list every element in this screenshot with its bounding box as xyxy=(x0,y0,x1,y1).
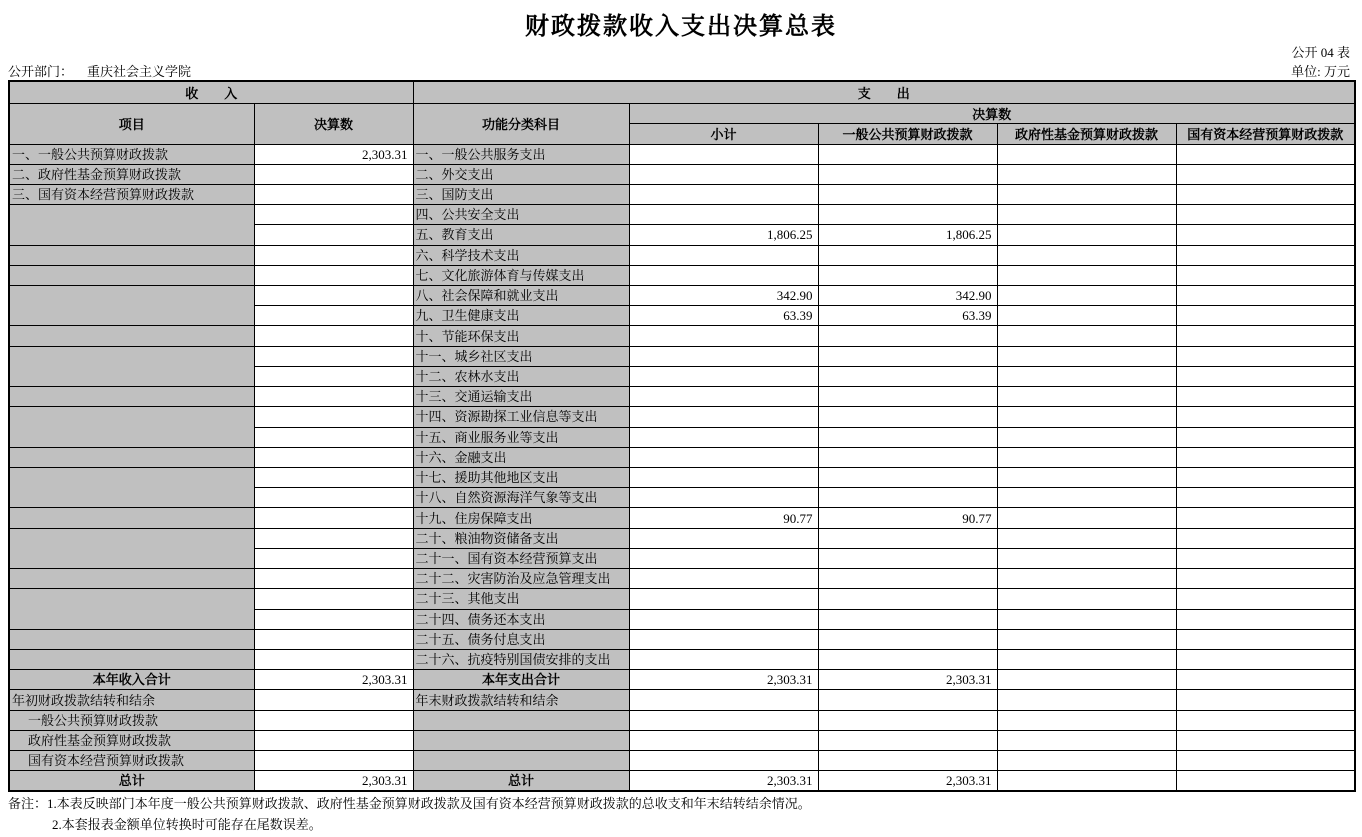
general-budget-amount-cell xyxy=(818,690,997,710)
general-budget-amount-cell xyxy=(818,265,997,285)
income-amount-cell xyxy=(254,346,413,366)
expenditure-item-cell: 八、社会保障和就业支出 xyxy=(413,286,629,306)
general-budget-amount-cell xyxy=(818,609,997,629)
general-budget-amount-cell xyxy=(818,164,997,184)
col-header-state-capital-budget: 国有资本经营预算财政拨款 xyxy=(1176,123,1355,144)
expenditure-item-cell: 二十四、债务还本支出 xyxy=(413,609,629,629)
income-item-cell xyxy=(9,205,254,245)
income-amount-cell: 2,303.31 xyxy=(254,144,413,164)
table-row xyxy=(9,447,1355,467)
income-item-cell xyxy=(9,286,254,326)
subtotal-amount-cell xyxy=(629,730,818,750)
subtotal-amount-cell xyxy=(629,205,818,225)
subtotal-amount-cell xyxy=(629,629,818,649)
gov-fund-amount-cell xyxy=(997,245,1176,265)
table-row xyxy=(9,184,1355,204)
subtotal-amount-cell xyxy=(629,710,818,730)
subtotal-amount-cell xyxy=(629,751,818,771)
state-capital-amount-cell xyxy=(1176,387,1355,407)
gov-fund-amount-cell xyxy=(997,508,1176,528)
table-row xyxy=(9,144,1355,164)
expenditure-item-cell: 二十一、国有资本经营预算支出 xyxy=(413,548,629,568)
income-summary-label-cell: 一般公共预算财政拨款 xyxy=(9,710,254,730)
subtotal-amount-cell xyxy=(629,528,818,548)
general-budget-amount-cell xyxy=(818,387,997,407)
gov-fund-amount-cell xyxy=(997,427,1176,447)
gov-fund-amount-cell xyxy=(997,649,1176,669)
income-item-cell xyxy=(9,569,254,589)
state-capital-amount-cell xyxy=(1176,225,1355,245)
income-summary-amount-cell: 2,303.31 xyxy=(254,771,413,792)
gov-fund-amount-cell xyxy=(997,569,1176,589)
state-capital-amount-cell xyxy=(1176,366,1355,386)
col-header-expenditure-final-amount: 决算数 xyxy=(629,103,1355,123)
income-summary-label-cell: 年初财政拨款结转和结余 xyxy=(9,690,254,710)
expenditure-item-cell: 十六、金融支出 xyxy=(413,447,629,467)
expenditure-item-cell: 二十六、抗疫特别国债安排的支出 xyxy=(413,649,629,669)
income-item-cell: 二、政府性基金预算财政拨款 xyxy=(9,164,254,184)
table-row xyxy=(9,286,1355,306)
col-header-gov-fund-budget: 政府性基金预算财政拨款 xyxy=(997,123,1176,144)
subtotal-amount-cell xyxy=(629,649,818,669)
gov-fund-amount-cell xyxy=(997,548,1176,568)
income-amount-cell xyxy=(254,184,413,204)
table-row xyxy=(9,589,1355,609)
section-header-row xyxy=(9,81,1355,103)
state-capital-amount-cell xyxy=(1176,508,1355,528)
table-row xyxy=(9,164,1355,184)
state-capital-amount-cell xyxy=(1176,528,1355,548)
general-budget-amount-cell xyxy=(818,468,997,488)
subtotal-amount-cell xyxy=(629,569,818,589)
col-header-item: 项目 xyxy=(9,103,254,144)
expenditure-item-cell: 十、节能环保支出 xyxy=(413,326,629,346)
income-amount-cell xyxy=(254,548,413,568)
income-item-cell: 三、国有资本经营预算财政拨款 xyxy=(9,184,254,204)
table-row xyxy=(9,326,1355,346)
general-budget-amount-cell xyxy=(818,730,997,750)
budget-table xyxy=(8,80,1356,792)
income-amount-cell xyxy=(254,366,413,386)
income-amount-cell xyxy=(254,245,413,265)
state-capital-amount-cell xyxy=(1176,569,1355,589)
income-item-cell xyxy=(9,326,254,346)
subtotal-amount-cell: 1,806.25 xyxy=(629,225,818,245)
income-amount-cell xyxy=(254,468,413,488)
income-item-cell xyxy=(9,508,254,528)
gov-fund-amount-cell xyxy=(997,488,1176,508)
expenditure-summary-label-cell: 年末财政拨款结转和结余 xyxy=(413,690,629,710)
state-capital-amount-cell xyxy=(1176,427,1355,447)
state-capital-amount-cell xyxy=(1176,670,1355,690)
income-amount-cell xyxy=(254,649,413,669)
income-amount-cell xyxy=(254,427,413,447)
expenditure-section-header: 支 出 xyxy=(413,81,1355,103)
income-summary-amount-cell xyxy=(254,730,413,750)
table-row xyxy=(9,569,1355,589)
income-amount-cell xyxy=(254,609,413,629)
department-line xyxy=(8,61,191,80)
state-capital-amount-cell xyxy=(1176,548,1355,568)
expenditure-item-cell: 十七、援助其他地区支出 xyxy=(413,468,629,488)
col-header-final-amount: 决算数 xyxy=(254,103,413,144)
general-budget-amount-cell xyxy=(818,751,997,771)
summary-row xyxy=(9,690,1355,710)
general-budget-amount-cell xyxy=(818,548,997,568)
col-header-subtotal: 小计 xyxy=(629,123,818,144)
general-budget-amount-cell xyxy=(818,488,997,508)
subtotal-amount-cell: 2,303.31 xyxy=(629,670,818,690)
state-capital-amount-cell xyxy=(1176,710,1355,730)
gov-fund-amount-cell xyxy=(997,710,1176,730)
subtotal-amount-cell xyxy=(629,164,818,184)
state-capital-amount-cell xyxy=(1176,751,1355,771)
sheet-number: 公开 04 表 xyxy=(1291,45,1350,60)
general-budget-amount-cell xyxy=(818,589,997,609)
subtotal-amount-cell xyxy=(629,326,818,346)
expenditure-item-cell: 一、一般公共服务支出 xyxy=(413,144,629,164)
subtotal-amount-cell xyxy=(629,366,818,386)
gov-fund-amount-cell xyxy=(997,730,1176,750)
table-row xyxy=(9,346,1355,366)
state-capital-amount-cell xyxy=(1176,286,1355,306)
general-budget-amount-cell xyxy=(818,407,997,427)
general-budget-amount-cell: 1,806.25 xyxy=(818,225,997,245)
subtotal-amount-cell: 90.77 xyxy=(629,508,818,528)
footnote-line-2: 2.本套报表金额单位转换时可能存在尾数误差。 xyxy=(52,817,322,832)
gov-fund-amount-cell xyxy=(997,346,1176,366)
income-item-cell xyxy=(9,528,254,568)
gov-fund-amount-cell xyxy=(997,751,1176,771)
income-amount-cell xyxy=(254,225,413,245)
summary-row xyxy=(9,751,1355,771)
department-label: 公开部门： xyxy=(8,64,74,79)
income-item-cell xyxy=(9,589,254,629)
income-summary-amount-cell xyxy=(254,690,413,710)
income-item-cell xyxy=(9,649,254,669)
table-row xyxy=(9,387,1355,407)
general-budget-amount-cell: 2,303.31 xyxy=(818,670,997,690)
gov-fund-amount-cell xyxy=(997,609,1176,629)
expenditure-item-cell: 二十五、债务付息支出 xyxy=(413,629,629,649)
subtotal-amount-cell xyxy=(629,184,818,204)
table-row xyxy=(9,629,1355,649)
income-summary-label-cell: 总计 xyxy=(9,771,254,792)
income-item-cell xyxy=(9,407,254,447)
income-item-cell xyxy=(9,265,254,285)
income-amount-cell xyxy=(254,286,413,306)
general-budget-amount-cell xyxy=(818,205,997,225)
general-budget-amount-cell xyxy=(818,710,997,730)
income-section-header: 收 入 xyxy=(9,81,413,103)
gov-fund-amount-cell xyxy=(997,184,1176,204)
expenditure-item-cell: 二十二、灾害防治及应急管理支出 xyxy=(413,569,629,589)
income-item-cell: 一、一般公共预算财政拨款 xyxy=(9,144,254,164)
general-budget-amount-cell xyxy=(818,184,997,204)
general-budget-amount-cell: 63.39 xyxy=(818,306,997,326)
income-summary-amount-cell xyxy=(254,751,413,771)
expenditure-item-cell: 九、卫生健康支出 xyxy=(413,306,629,326)
gov-fund-amount-cell xyxy=(997,306,1176,326)
state-capital-amount-cell xyxy=(1176,346,1355,366)
expenditure-item-cell: 十八、自然资源海洋气象等支出 xyxy=(413,488,629,508)
gov-fund-amount-cell xyxy=(997,407,1176,427)
page-title: 财政拨款收入支出决算总表 xyxy=(525,13,837,40)
table-row xyxy=(9,245,1355,265)
income-summary-label-cell: 本年收入合计 xyxy=(9,670,254,690)
gov-fund-amount-cell xyxy=(997,326,1176,346)
summary-row xyxy=(9,670,1355,690)
state-capital-amount-cell xyxy=(1176,144,1355,164)
expenditure-item-cell: 五、教育支出 xyxy=(413,225,629,245)
subtotal-amount-cell xyxy=(629,387,818,407)
subtotal-amount-cell xyxy=(629,144,818,164)
table-row xyxy=(9,265,1355,285)
summary-row xyxy=(9,710,1355,730)
table-row xyxy=(9,508,1355,528)
col-header-function-category: 功能分类科目 xyxy=(413,103,629,144)
income-amount-cell xyxy=(254,508,413,528)
expenditure-summary-label-cell: 本年支出合计 xyxy=(413,670,629,690)
gov-fund-amount-cell xyxy=(997,366,1176,386)
subtotal-amount-cell xyxy=(629,468,818,488)
income-amount-cell xyxy=(254,306,413,326)
subtotal-amount-cell xyxy=(629,427,818,447)
state-capital-amount-cell xyxy=(1176,164,1355,184)
table-row xyxy=(9,407,1355,427)
gov-fund-amount-cell xyxy=(997,205,1176,225)
expenditure-item-cell: 三、国防支出 xyxy=(413,184,629,204)
state-capital-amount-cell xyxy=(1176,306,1355,326)
general-budget-amount-cell xyxy=(818,346,997,366)
income-amount-cell xyxy=(254,205,413,225)
state-capital-amount-cell xyxy=(1176,730,1355,750)
income-summary-label-cell: 政府性基金预算财政拨款 xyxy=(9,730,254,750)
expenditure-item-cell: 十四、资源勘探工业信息等支出 xyxy=(413,407,629,427)
summary-row xyxy=(9,771,1355,792)
subtotal-amount-cell: 2,303.31 xyxy=(629,771,818,792)
state-capital-amount-cell xyxy=(1176,205,1355,225)
table-row xyxy=(9,528,1355,548)
income-item-cell xyxy=(9,468,254,508)
state-capital-amount-cell xyxy=(1176,690,1355,710)
general-budget-amount-cell xyxy=(818,366,997,386)
state-capital-amount-cell xyxy=(1176,245,1355,265)
expenditure-item-cell: 七、文化旅游体育与传媒支出 xyxy=(413,265,629,285)
subtotal-amount-cell xyxy=(629,407,818,427)
footnotes xyxy=(8,793,811,835)
income-summary-amount-cell: 2,303.31 xyxy=(254,670,413,690)
table-body xyxy=(9,144,1355,791)
income-amount-cell xyxy=(254,387,413,407)
income-amount-cell xyxy=(254,407,413,427)
subtotal-amount-cell xyxy=(629,690,818,710)
income-summary-label-cell: 国有资本经营预算财政拨款 xyxy=(9,751,254,771)
subtotal-amount-cell xyxy=(629,548,818,568)
gov-fund-amount-cell xyxy=(997,670,1176,690)
state-capital-amount-cell xyxy=(1176,771,1355,792)
expenditure-item-cell: 十九、住房保障支出 xyxy=(413,508,629,528)
income-amount-cell xyxy=(254,447,413,467)
income-amount-cell xyxy=(254,265,413,285)
state-capital-amount-cell xyxy=(1176,629,1355,649)
gov-fund-amount-cell xyxy=(997,164,1176,184)
gov-fund-amount-cell xyxy=(997,771,1176,792)
gov-fund-amount-cell xyxy=(997,225,1176,245)
expenditure-item-cell: 十一、城乡社区支出 xyxy=(413,346,629,366)
general-budget-amount-cell xyxy=(818,629,997,649)
income-amount-cell xyxy=(254,326,413,346)
general-budget-amount-cell xyxy=(818,649,997,669)
gov-fund-amount-cell xyxy=(997,387,1176,407)
gov-fund-amount-cell xyxy=(997,286,1176,306)
expenditure-item-cell: 二十三、其他支出 xyxy=(413,589,629,609)
state-capital-amount-cell xyxy=(1176,265,1355,285)
income-item-cell xyxy=(9,447,254,467)
department-name: 重庆社会主义学院 xyxy=(87,64,192,79)
income-amount-cell xyxy=(254,528,413,548)
subtotal-amount-cell: 63.39 xyxy=(629,306,818,326)
state-capital-amount-cell xyxy=(1176,609,1355,629)
general-budget-amount-cell: 90.77 xyxy=(818,508,997,528)
subtotal-amount-cell xyxy=(629,447,818,467)
expenditure-item-cell: 十二、农林水支出 xyxy=(413,366,629,386)
expenditure-item-cell: 十三、交通运输支出 xyxy=(413,387,629,407)
subtotal-amount-cell xyxy=(629,488,818,508)
general-budget-amount-cell: 2,303.31 xyxy=(818,771,997,792)
expenditure-item-cell: 十五、商业服务业等支出 xyxy=(413,427,629,447)
general-budget-amount-cell xyxy=(818,326,997,346)
general-budget-amount-cell xyxy=(818,447,997,467)
gov-fund-amount-cell xyxy=(997,528,1176,548)
state-capital-amount-cell xyxy=(1176,589,1355,609)
state-capital-amount-cell xyxy=(1176,649,1355,669)
subtotal-amount-cell: 342.90 xyxy=(629,286,818,306)
state-capital-amount-cell xyxy=(1176,447,1355,467)
income-summary-amount-cell xyxy=(254,710,413,730)
column-header-row xyxy=(9,103,1355,123)
summary-row xyxy=(9,730,1355,750)
expenditure-item-cell: 六、科学技术支出 xyxy=(413,245,629,265)
state-capital-amount-cell xyxy=(1176,407,1355,427)
gov-fund-amount-cell xyxy=(997,629,1176,649)
footnote-line-1: 备注：1.本表反映部门本年度一般公共预算财政拨款、政府性基金预算财政拨款及国有资本经营预算财政拨款的总收支和年末结转结余情况。 xyxy=(8,796,811,811)
gov-fund-amount-cell xyxy=(997,447,1176,467)
subtotal-amount-cell xyxy=(629,346,818,366)
state-capital-amount-cell xyxy=(1176,326,1355,346)
gov-fund-amount-cell xyxy=(997,468,1176,488)
income-amount-cell xyxy=(254,629,413,649)
general-budget-amount-cell xyxy=(818,569,997,589)
state-capital-amount-cell xyxy=(1176,488,1355,508)
expenditure-summary-label-cell xyxy=(413,751,629,771)
income-item-cell xyxy=(9,245,254,265)
general-budget-amount-cell xyxy=(818,528,997,548)
gov-fund-amount-cell xyxy=(997,265,1176,285)
income-amount-cell xyxy=(254,488,413,508)
table-row xyxy=(9,649,1355,669)
expenditure-summary-label-cell xyxy=(413,730,629,750)
state-capital-amount-cell xyxy=(1176,468,1355,488)
gov-fund-amount-cell xyxy=(997,690,1176,710)
gov-fund-amount-cell xyxy=(997,144,1176,164)
state-capital-amount-cell xyxy=(1176,184,1355,204)
unit-label: 单位: 万元 xyxy=(1291,64,1350,79)
expenditure-item-cell: 二十、粮油物资储备支出 xyxy=(413,528,629,548)
subtotal-amount-cell xyxy=(629,609,818,629)
expenditure-summary-label-cell xyxy=(413,710,629,730)
subtotal-amount-cell xyxy=(629,245,818,265)
income-item-cell xyxy=(9,346,254,386)
general-budget-amount-cell xyxy=(818,427,997,447)
income-amount-cell xyxy=(254,164,413,184)
income-amount-cell xyxy=(254,569,413,589)
general-budget-amount-cell: 342.90 xyxy=(818,286,997,306)
expenditure-item-cell: 四、公共安全支出 xyxy=(413,205,629,225)
subtotal-amount-cell xyxy=(629,589,818,609)
gov-fund-amount-cell xyxy=(997,589,1176,609)
expenditure-item-cell: 二、外交支出 xyxy=(413,164,629,184)
general-budget-amount-cell xyxy=(818,245,997,265)
table-row xyxy=(9,205,1355,225)
income-amount-cell xyxy=(254,589,413,609)
income-item-cell xyxy=(9,387,254,407)
income-item-cell xyxy=(9,629,254,649)
subtotal-amount-cell xyxy=(629,265,818,285)
general-budget-amount-cell xyxy=(818,144,997,164)
col-header-general-budget: 一般公共预算财政拨款 xyxy=(818,123,997,144)
expenditure-summary-label-cell: 总计 xyxy=(413,771,629,792)
table-row xyxy=(9,468,1355,488)
